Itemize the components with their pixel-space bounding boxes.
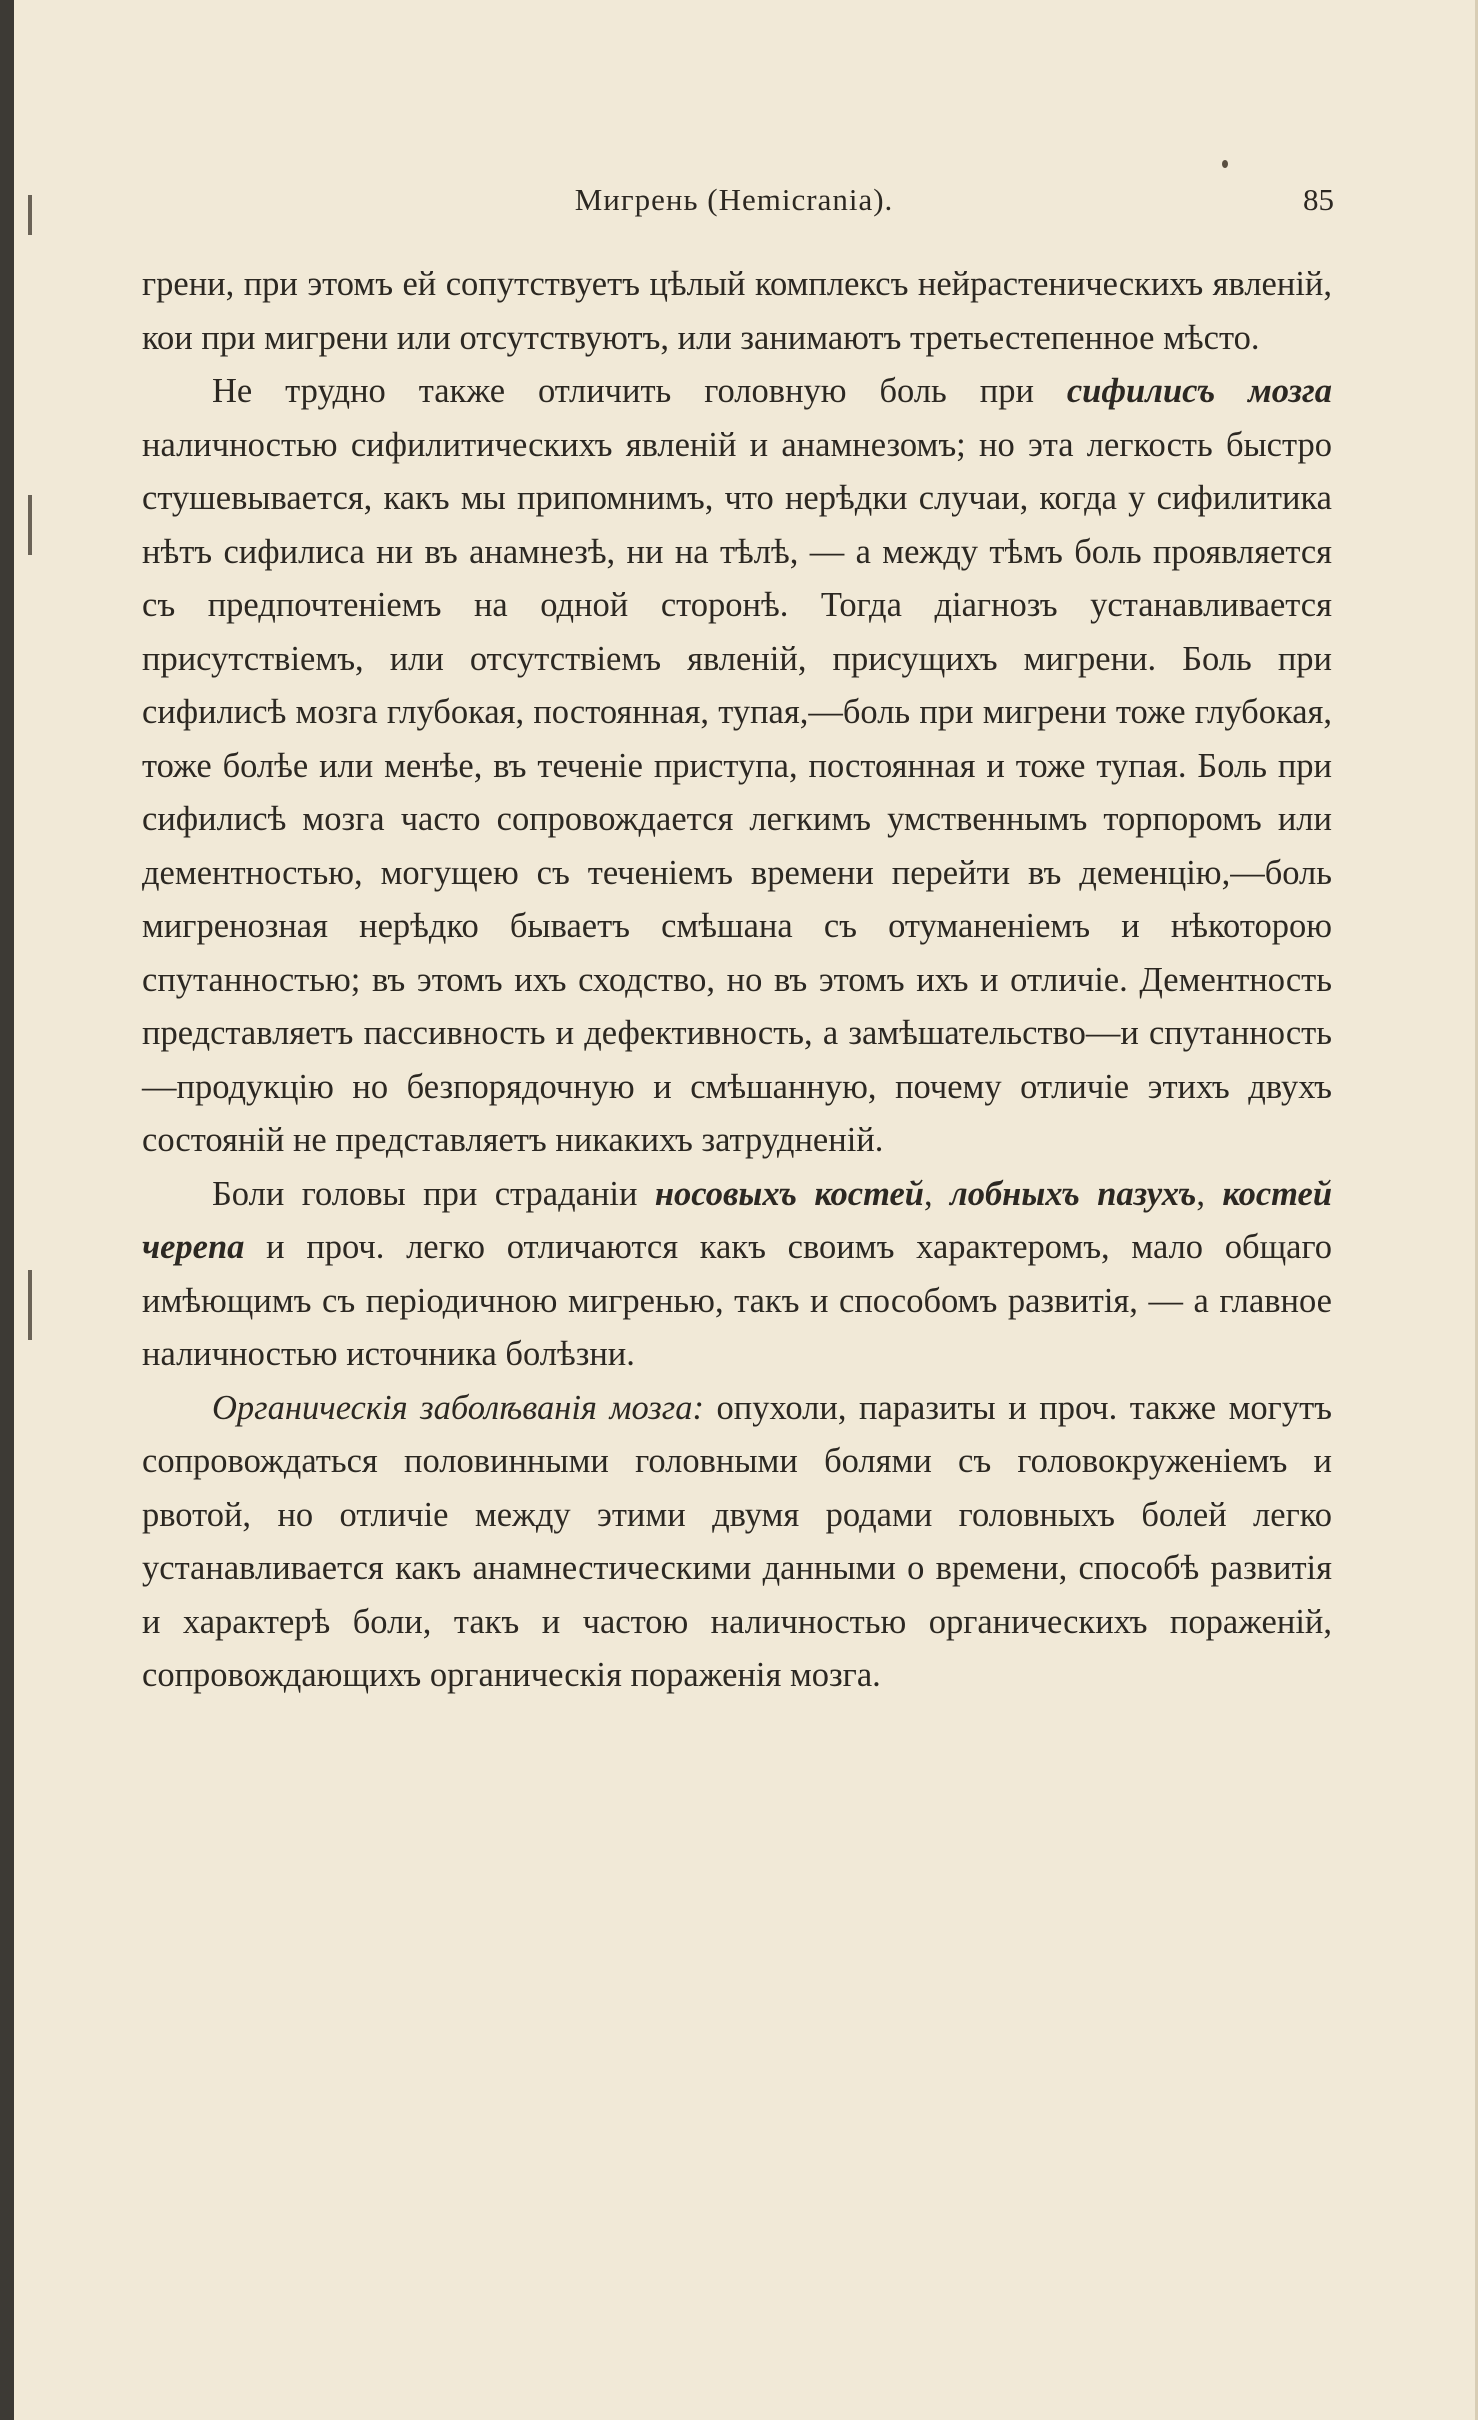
paragraph bbox=[142, 258, 1332, 365]
page-number: 85 bbox=[1303, 182, 1334, 217]
text-run: Боли головы при страданіи bbox=[212, 1174, 655, 1213]
page-edge-mark bbox=[28, 495, 32, 555]
emphasized-term: носовыхъ костей bbox=[654, 1174, 924, 1213]
paragraph bbox=[142, 1382, 1332, 1703]
running-title: Мигрень (Hemicrania). bbox=[574, 182, 894, 217]
running-head bbox=[134, 182, 1334, 232]
emphasized-term: лобныхъ пазухъ bbox=[950, 1174, 1197, 1213]
paragraph bbox=[142, 365, 1332, 1168]
emphasized-term: Органическія заболѣванія мозга: bbox=[212, 1388, 704, 1427]
text-run: Не трудно также отличить головную боль при bbox=[212, 372, 1067, 410]
text-run: , bbox=[923, 1174, 950, 1213]
page-edge-mark bbox=[28, 1270, 32, 1340]
text-run: грени, при этомъ ей сопутствуетъ цѣлый комплексъ нейрастеническихъ явленій, кои при мигрени или отсутствуютъ, или занимаютъ третьестепенное мѣсто. bbox=[142, 265, 1332, 357]
emphasized-term: костей черепа bbox=[142, 1174, 1333, 1266]
text-run: , bbox=[1196, 1174, 1223, 1213]
text-run: и проч. легко отличаются какъ своимъ характеромъ, мало общаго имѣющимъ съ періодичною мигренью, такъ и способомъ развитія, — а главное наличностью источника болѣзни. bbox=[142, 1228, 1332, 1373]
text-run: наличностью сифилитическихъ явленій и анамнезомъ; но эта легкость быстро стушевывается, какъ мы припомнимъ, что нерѣдки случаи, когда у сифилитика нѣтъ сифилиса ни въ анамнезѣ, ни на тѣлѣ, — а между тѣмъ боль проявляется съ предпочтеніемъ на одной сторонѣ. Тогда діагнозъ устанавливается присутствіемъ, или отсутствіемъ явленій, присущихъ мигрени. Боль при сифилисѣ мозга глубокая, постоянная, тупая,—боль при мигрени тоже глубокая, тоже болѣе или менѣе, въ теченіе приступа, постоянная и тоже тупая. Боль при сифилисѣ мозга часто сопровождается легкимъ умственнымъ торпоромъ или дементностью, могущею съ теченіемъ времени перейти въ деменцію,—боль мигренозная нерѣдко бываетъ смѣшана съ отуманеніемъ и нѣкоторою спутанностью; въ этомъ ихъ сходство, но въ этомъ ихъ и отличіе. Дементность представляетъ пассивность и дефективность, а замѣшательство—и спутанность—продукцію но безпорядочную и смѣшанную, почему отличіе этихъ двухъ состояній не представляетъ никакихъ затрудненій. bbox=[142, 425, 1332, 1159]
paragraph bbox=[142, 1168, 1332, 1382]
page-edge-mark bbox=[28, 195, 32, 235]
text-run: опухоли, паразиты и проч. также могутъ сопровождаться половинными головными болями съ головокруженіемъ и рвотой, но отличіе между этими двумя родами головныхъ болей легко устанавливается какъ анамнестическими данными о времени, способѣ развитія и характерѣ боли, такъ и частою наличностью органическихъ пораженій, сопровождающихъ органическія пораженія мозга. bbox=[142, 1388, 1332, 1694]
emphasized-term: сифилисъ мозга bbox=[1066, 372, 1332, 410]
body-text bbox=[142, 258, 1332, 1703]
ink-speck bbox=[1222, 160, 1228, 168]
